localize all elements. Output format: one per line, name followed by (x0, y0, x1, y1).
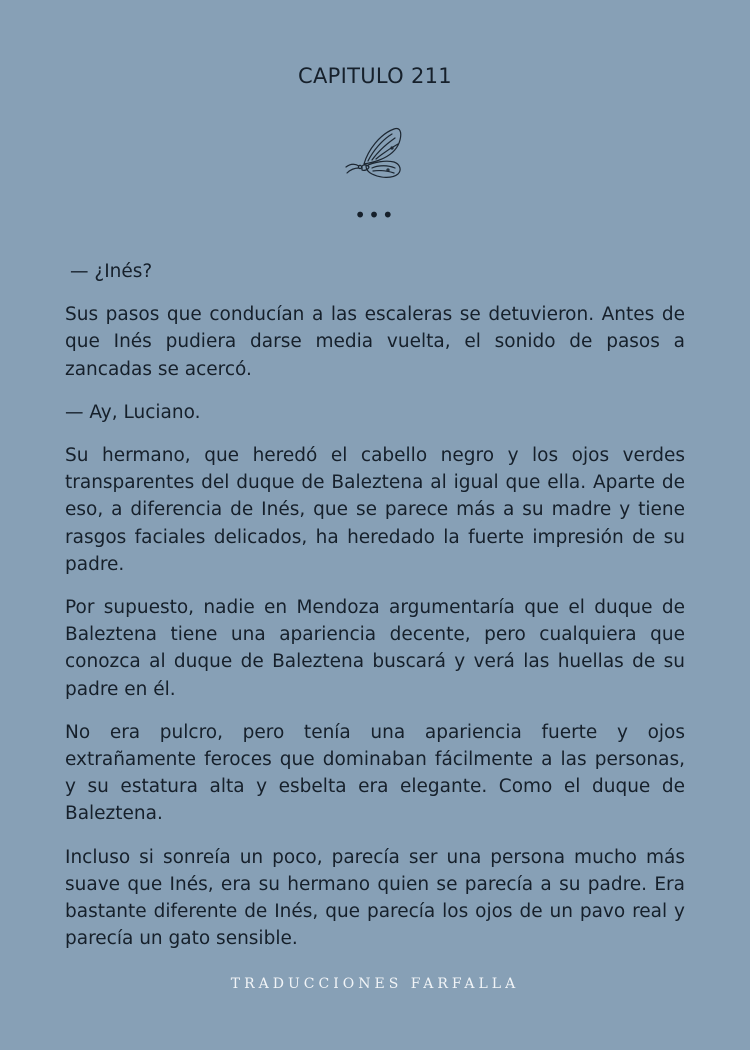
chapter-title: CAPITULO 211 (298, 64, 452, 88)
paragraph-7: Incluso si sonreía un poco, parecía ser una persona mucho más suave que Inés, era su hermano quien se parecía a su padre. Era bastante diferente de Inés, que parecía los ojos de un pavo real y parecía un gato sensible. (65, 846, 685, 950)
paragraph-4: Su hermano, que heredó el cabello negro y los ojos verdes transparentes del duque de Baleztena al igual que ella. Aparte de eso, a diferencia de Inés, que se parece más a su madre y tiene rasgos faciales delicados, ha heredado la fuerte impresión de su padre. (65, 445, 685, 575)
butterfly-icon (342, 126, 406, 182)
paragraph-3: — Ay, Luciano. (65, 401, 201, 423)
paragraph-6: No era pulcro, pero tenía una apariencia fuerte y ojos extrañamente feroces que dominaban fácilmente a las personas, y su estatura alta y esbelta era elegante. Como el duque de Baleztena. (65, 721, 685, 825)
paragraph-5: Por supuesto, nadie en Mendoza argumentaría que el duque de Baleztena tiene una apariencia decente, pero cualquiera que conozca al duque de Baleztena buscará y verá las huellas de su padre en él. (65, 597, 685, 700)
section-separator: ••• (354, 203, 396, 227)
paragraph-2: Sus pasos que conducían a las escaleras se detuvieron. Antes de que Inés pudiera darse media vuelta, el sonido de pasos a zancadas se acercó. (65, 304, 685, 380)
footer-credit: TRADUCCIONES FARFALLA (230, 976, 520, 992)
paragraph-1: — ¿Inés? (70, 261, 153, 282)
chapter-body (65, 258, 685, 968)
